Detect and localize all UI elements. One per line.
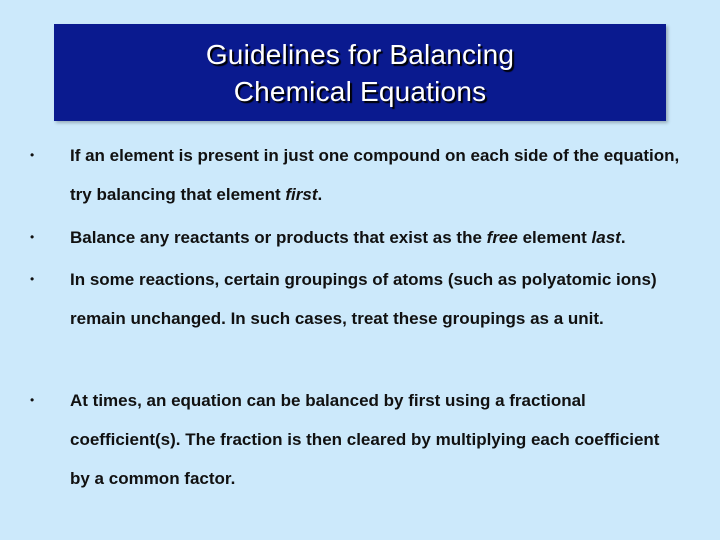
bullet-item-2: [30, 218, 680, 257]
bullet-1-emphasis: first: [285, 185, 318, 204]
bullet-marker: •: [30, 393, 35, 407]
bullet-2-emphasis-free: free: [486, 228, 518, 247]
bullet-marker: •: [30, 148, 35, 162]
bullet-4-text: At times, an equation can be balanced by first using a fractional coefficient(s). The fraction is then cleared by multiplying each coefficient by a common factor.: [70, 391, 660, 488]
title-line-2: Chemical Equations: [233, 75, 487, 107]
bullet-marker: •: [30, 230, 35, 244]
bullet-2-mid: element: [517, 228, 592, 247]
title-banner: [54, 24, 666, 121]
bullet-item-4: [30, 381, 680, 498]
bullet-2-text: Balance any reactants or products that exist as the: [70, 228, 487, 247]
bullet-2-end: .: [620, 228, 626, 247]
bullet-marker: •: [30, 272, 35, 286]
bullet-item-3: [30, 260, 680, 338]
bullet-1-end: .: [317, 185, 323, 204]
bullet-3-text: In some reactions, certain groupings of atoms (such as polyatomic ions) remain unchanged. In such cases, treat these groupings as a unit.: [70, 270, 657, 328]
title-line-1: Guidelines for Balancing: [205, 38, 515, 70]
bullet-item-1: [30, 136, 680, 214]
bullet-1-text: If an element is present in just one compound on each side of the equation, try balancing that element: [70, 146, 680, 204]
bullet-2-emphasis-last: last: [591, 228, 621, 247]
